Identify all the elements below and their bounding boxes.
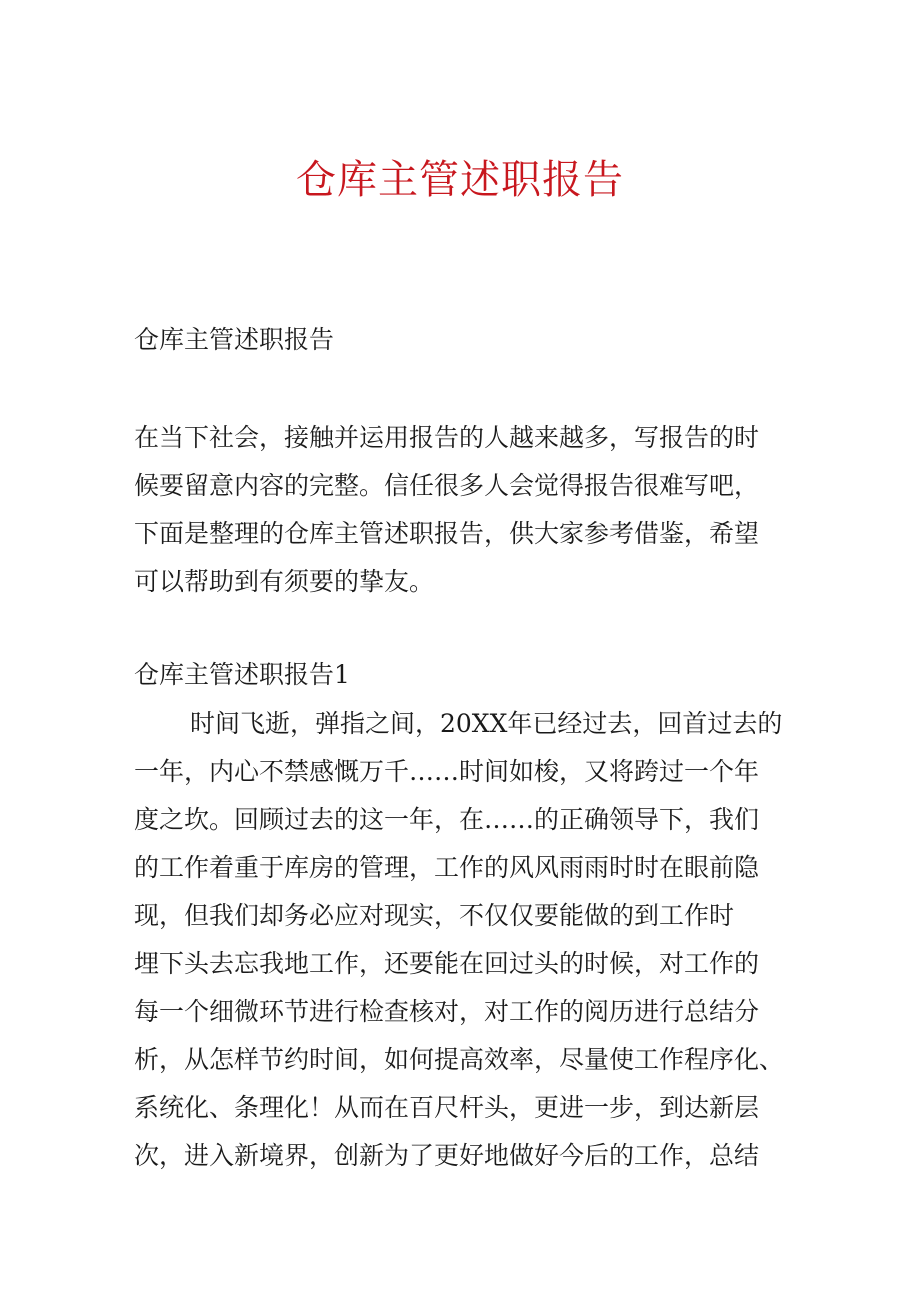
body-line: 每一个细微环节进行检查核对，对工作的阅历进行总结分 — [134, 997, 760, 1026]
intro-line: 在当下社会，接触并运用报告的人越来越多，写报告的时 — [134, 423, 760, 452]
body-line: 一年，内心不禁感慨万千……时间如梭，又将跨过一个年 — [134, 757, 760, 786]
body-line: 系统化、条理化！从而在百尺杆头，更进一步，到达新层 — [134, 1093, 760, 1122]
body-line: 次，进入新境界，创新为了更好地做好今后的工作，总结 — [134, 1141, 760, 1170]
body-line: 析，从怎样节约时间，如何提高效率，尽量使工作程序化、 — [134, 1045, 785, 1074]
body-line: 的工作着重于库房的管理，工作的风风雨雨时时在眼前隐 — [134, 853, 760, 882]
body-line: 现，但我们却务必应对现实，不仅仅要能做的到工作时 — [134, 901, 735, 930]
document-title: 仓库主管述职报告 — [296, 157, 624, 203]
intro-line: 下面是整理的仓库主管述职报告，供大家参考借鉴，希望 — [134, 519, 760, 548]
document-subtitle: 仓库主管述职报告 — [134, 325, 335, 354]
body-paragraph — [134, 700, 814, 1180]
intro-line: 候要留意内容的完整。信任很多人会觉得报告很难写吧， — [134, 471, 760, 500]
body-line: 时间飞逝，弹指之间，20XX年已经过去，回首过去的 — [190, 709, 783, 738]
intro-paragraph — [134, 414, 794, 606]
body-line: 埋下头去忘我地工作，还要能在回过头的时候，对工作的 — [134, 949, 760, 978]
intro-line: 可以帮助到有须要的挚友。 — [134, 567, 435, 596]
body-line: 度之坎。回顾过去的这一年，在……的正确领导下，我们 — [134, 805, 760, 834]
section-heading: 仓库主管述职报告1 — [134, 660, 350, 689]
